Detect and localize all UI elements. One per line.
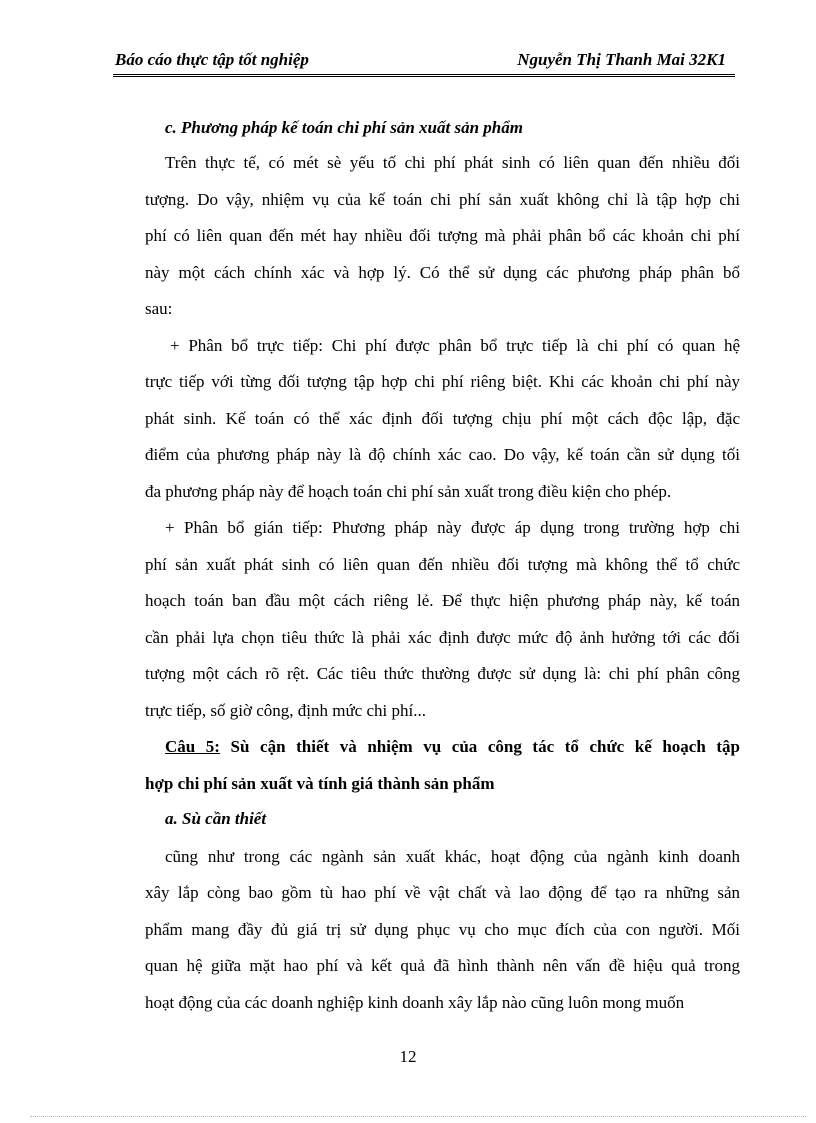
paragraph-line: + Phân bổ gián tiếp: Phương pháp này được áp dụng trong trường hợp chi: [165, 518, 740, 537]
question-heading: [165, 735, 740, 759]
paragraph-line: đa phương pháp này để hoạch toán chi phí sản xuất trong điều kiện cho phép.: [145, 482, 672, 501]
page-header: [113, 48, 726, 74]
subsection-heading: a. Sù cần thiết: [165, 809, 267, 828]
paragraph-line: sau:: [145, 299, 173, 318]
page-number: 12: [399, 1047, 417, 1066]
paragraph-line: hoạt động của các doanh nghiệp kinh doanh xây lắp nào cũng luôn mong muốn: [145, 993, 685, 1012]
question-label: Câu 5:: [165, 737, 220, 756]
paragraph-line: phí có liên quan đến mét hay nhiều đối tượng mà phải phân bổ các khoản chi phí: [145, 226, 740, 245]
header-author: Nguyễn Thị Thanh Mai 32K1: [517, 50, 726, 69]
paragraph-line: quan hệ giữa mặt hao phí và kết quả đã hình thành nên vấn đề hiệu quả trong: [145, 956, 740, 975]
paragraph-line: cần phải lựa chọn tiêu thức là phải xác định được mức độ ảnh hưởng tới các đối: [145, 628, 740, 647]
paragraph-line: tượng một cách rõ rệt. Các tiêu thức thường được sử dụng là: chi phí phân công: [145, 664, 740, 683]
paragraph-line: phí sản xuất phát sinh có liên quan đến nhiều đối tượng mà không thể tổ chức: [145, 555, 740, 574]
paragraph-line: + Phân bổ trực tiếp: Chi phí được phân bổ trực tiếp là chi phí có quan hệ: [170, 336, 740, 355]
paragraph-line: Trên thực tế, có mét sè yếu tố chi phí phát sinh có liên quan đến nhiều đối: [165, 153, 740, 172]
question-heading-line2: hợp chi phí sản xuất và tính giá thành sản phẩm: [145, 774, 495, 793]
paragraph-line: tượng. Do vậy, nhiệm vụ của kế toán chi phí sản xuất không chỉ là tập hợp chi: [145, 190, 740, 209]
paragraph-line: trực tiếp với từng đối tượng tập hợp chi phí riêng biệt. Khi các khoản chi phí này: [145, 372, 740, 391]
paragraph-line: phát sinh. Kế toán có thể xác định đối tượng chịu phí một cách độc lập, đặc: [145, 409, 740, 428]
paragraph-line: cũng như trong các ngành sản xuất khác, hoạt động của ngành kinh doanh: [165, 847, 740, 866]
paragraph-line: điểm của phương pháp này là độ chính xác cao. Do vậy, kế toán cần sử dụng tối: [145, 445, 740, 464]
header-report-title: Báo cáo thực tập tốt nghiệp: [115, 50, 309, 69]
page-bottom-divider: [30, 1116, 806, 1117]
section-heading: c. Phương pháp kế toán chi phí sản xuất sản phẩm: [165, 118, 523, 137]
paragraph-line: trực tiếp, số giờ công, định mức chi phí...: [145, 701, 426, 720]
paragraph-line: xây lắp còng bao gồm tù hao phí về vật chất và lao động để tạo ra những sản: [145, 883, 740, 902]
paragraph-line: phẩm mang đầy đủ giá trị sử dụng phục vụ cho mục đích của con người. Mối: [145, 920, 740, 939]
paragraph-line: này một cách chính xác và hợp lý. Có thể sử dụng các phương pháp phân bổ: [145, 263, 740, 282]
question-title: Sù cận thiết và nhiệm vụ của công tác tổ chức kế hoạch tập: [219, 737, 740, 756]
paragraph-line: hoạch toán ban đầu một cách riêng lẻ. Để thực hiện phương pháp này, kế toán: [145, 591, 740, 610]
header-divider: [113, 74, 735, 77]
